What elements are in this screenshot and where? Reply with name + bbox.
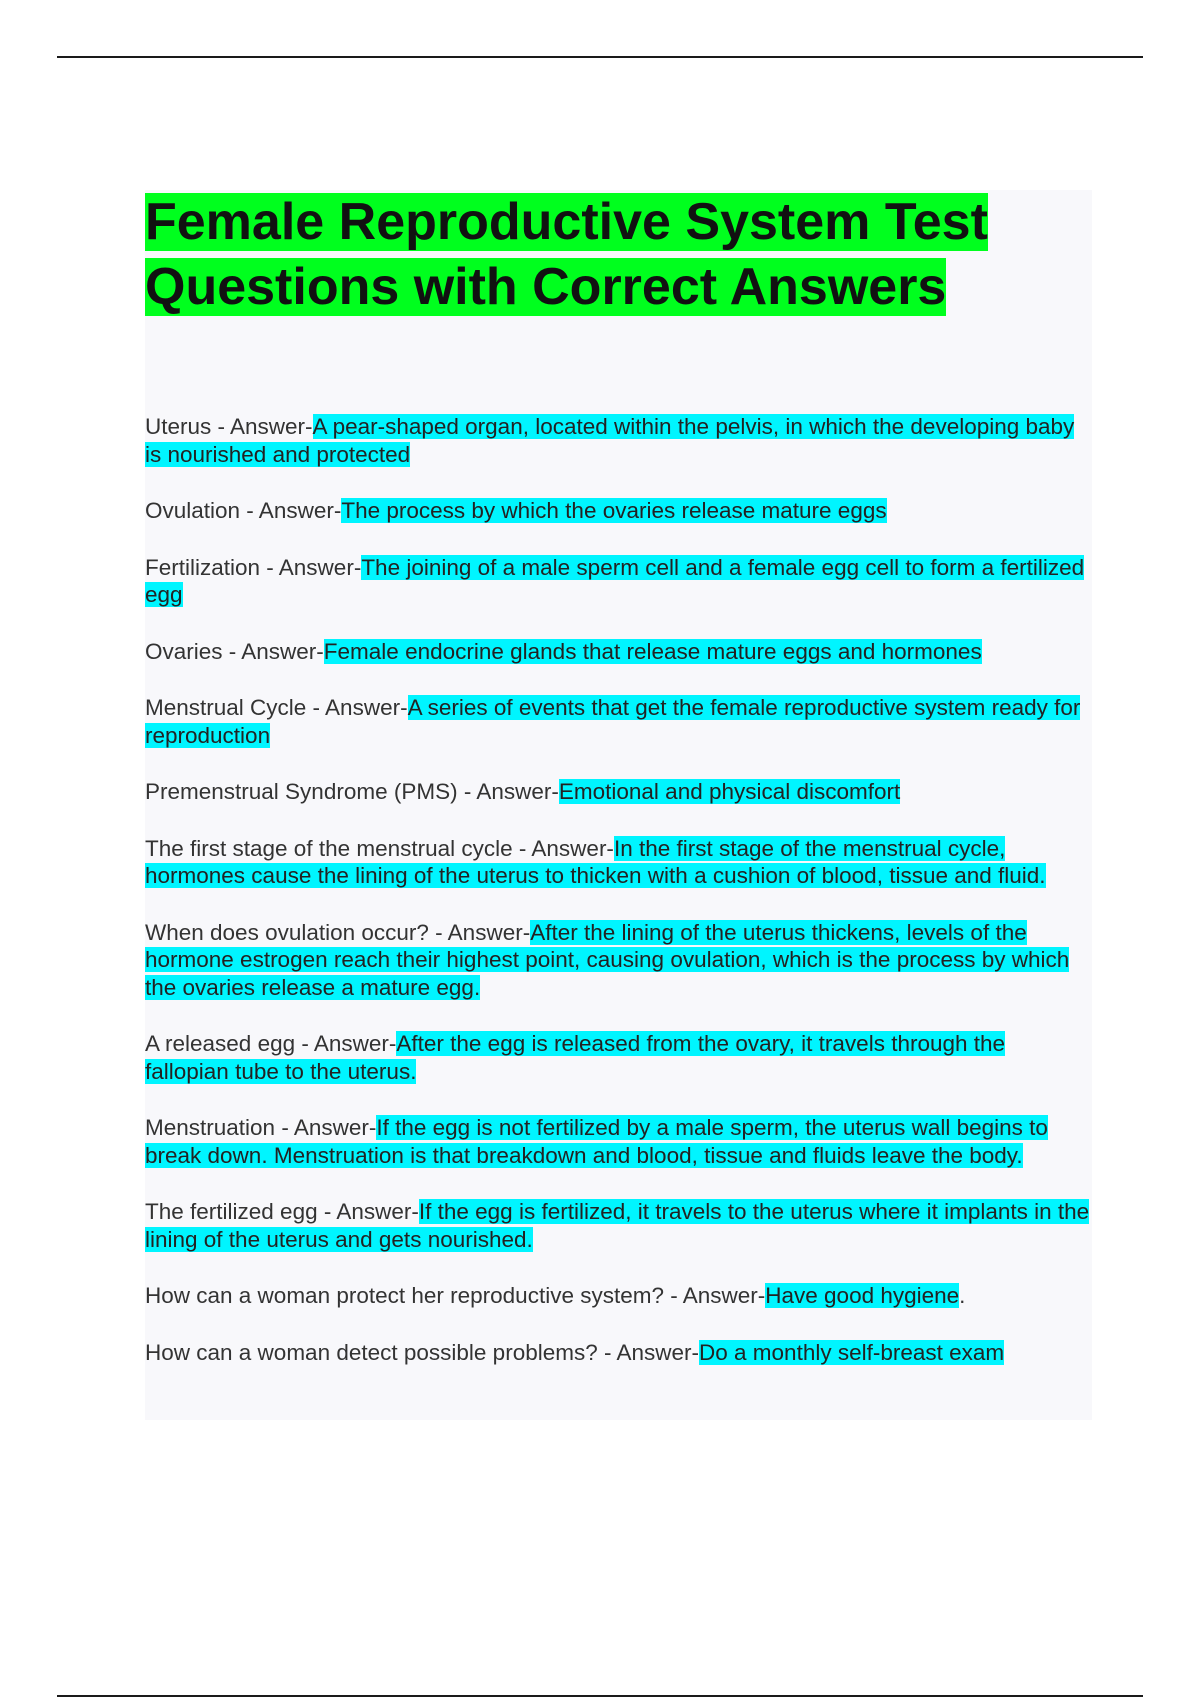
qa-list (145, 413, 1090, 1395)
qa-answer: If the egg is not fertilized by a male sperm, the uterus wall begins to break down. Menstruation is that breakdown and blood, tissue and fluids leave the body. (145, 1115, 1048, 1168)
title-text: Female Reproductive System Test Questions with Correct Answers (145, 193, 988, 316)
qa-item-ovulation-timing (145, 919, 1090, 1002)
qa-item-uterus (145, 413, 1090, 468)
qa-term: The fertilized egg - Answer- (145, 1199, 419, 1224)
qa-item-detect-problems (145, 1339, 1090, 1367)
qa-item-menstruation (145, 1114, 1090, 1169)
document-title (145, 190, 1065, 320)
qa-term: How can a woman detect possible problems? - Answer- (145, 1339, 700, 1365)
qa-item-released-egg (145, 1030, 1090, 1085)
qa-term: Ovulation - Answer- (145, 498, 342, 523)
qa-answer: If the egg is fertilized, it travels to the uterus where it implants in the lining of the uterus and gets nourished. (145, 1199, 1090, 1252)
qa-term: When does ovulation occur? - Answer- (145, 919, 531, 945)
qa-term: Ovaries - Answer- (145, 638, 324, 664)
qa-answer: In the first stage of the menstrual cycle, hormones cause the lining of the uterus to thicken with a cushion of blood, tissue and fluid. (145, 835, 1046, 888)
qa-answer: Female endocrine glands that release mature eggs and hormones (323, 638, 982, 664)
qa-item-menstrual-cycle (145, 694, 1090, 749)
qa-term: A released egg - Answer- (145, 1031, 397, 1056)
qa-answer: A pear-shaped organ, located within the pelvis, in which the developing baby is nourished and protected (145, 414, 1075, 467)
qa-term: Premenstrual Syndrome (PMS) - Answer- (145, 779, 559, 804)
qa-item-first-stage (145, 835, 1090, 890)
qa-term: Uterus - Answer- (145, 414, 313, 439)
qa-answer: Emotional and physical discomfort (558, 779, 901, 804)
qa-answer: After the lining of the uterus thickens, levels of the hormone estrogen reach their highest point, causing ovulation, which is the process by which the ovaries release a mature egg. (145, 919, 1070, 1000)
qa-answer: Do a monthly self-breast exam (699, 1339, 1005, 1365)
qa-term: Fertilization - Answer- (145, 554, 362, 580)
qa-item-ovulation (145, 497, 1090, 525)
qa-answer: A series of events that get the female reproductive system ready for reproduction (145, 695, 1081, 748)
qa-tail: . (959, 1283, 966, 1308)
qa-item-protect-system (145, 1282, 1090, 1310)
bottom-rule (57, 1695, 1143, 1697)
qa-answer: After the egg is released from the ovary, it travels through the fallopian tube to the uterus. (145, 1031, 1006, 1084)
qa-answer: The process by which the ovaries release mature eggs (341, 498, 887, 523)
qa-term: The first stage of the menstrual cycle - Answer- (145, 835, 614, 861)
qa-answer: The joining of a male sperm cell and a female egg cell to form a fertilized egg (145, 554, 1085, 607)
qa-term: How can a woman protect her reproductive system? - Answer- (145, 1283, 766, 1308)
qa-item-fertilization (145, 554, 1090, 609)
qa-item-fertilized-egg (145, 1198, 1090, 1253)
qa-answer: Have good hygiene (765, 1283, 960, 1308)
qa-term: Menstrual Cycle - Answer- (145, 695, 408, 720)
qa-item-pms (145, 778, 1090, 806)
top-rule (57, 56, 1143, 58)
qa-term: Menstruation - Answer- (145, 1115, 377, 1140)
qa-item-ovaries (145, 638, 1090, 666)
